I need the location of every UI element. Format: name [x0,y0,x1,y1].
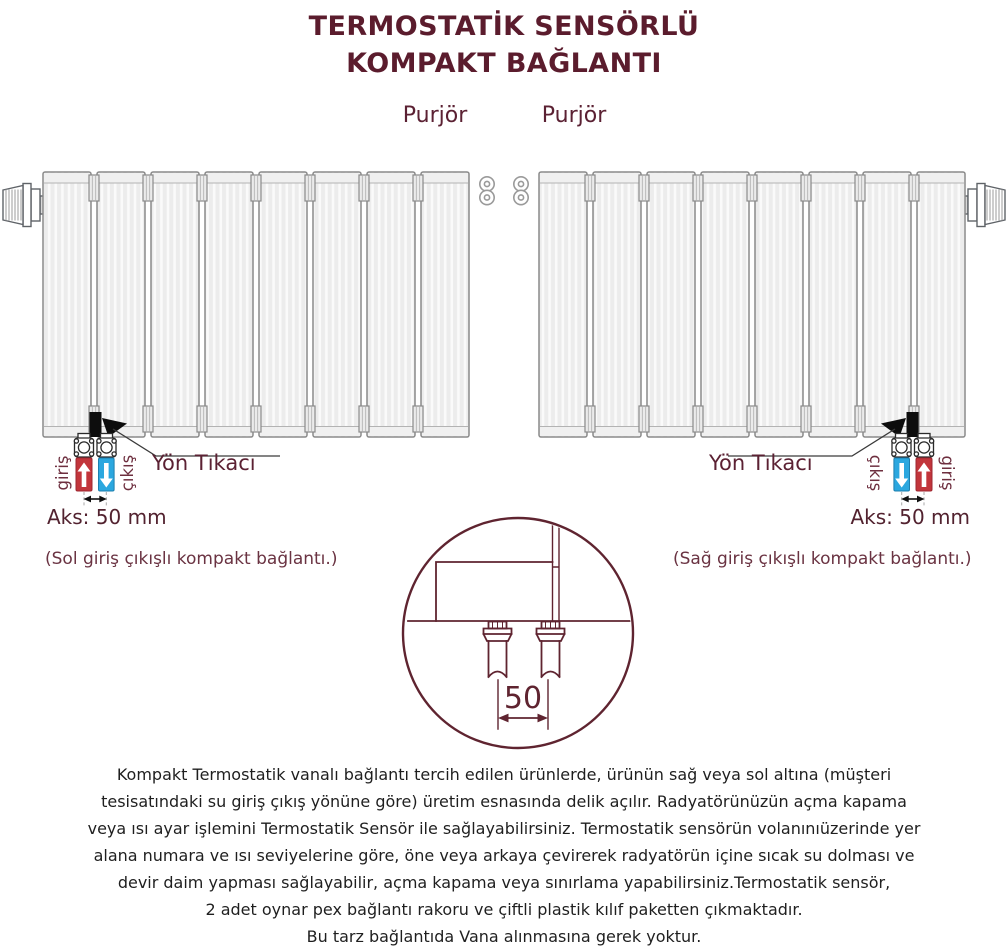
radiator-panel [259,172,307,437]
inlet-flow-arrow [916,458,932,491]
radiator-panel [755,172,803,437]
radiator-panel [151,172,199,437]
radiator-panel [647,172,695,437]
radiator-panel [539,172,587,437]
left-connection-caption: (Sol giriş çıkışlı kompakt bağlantı.) [45,549,338,569]
description-line: veya ısı ayar işlemini Termostatik Sensör ile sağlayabilirsiniz. Termostatik sensörün volanınıüzerinde yer [87,819,921,838]
outlet-flow-arrow [894,458,910,491]
detail-view-graphic [403,518,652,748]
detail-dimension-label: 50 [503,681,543,716]
thermostatic-valve-icon [963,184,1005,227]
radiator-panel [863,172,911,437]
right-axis-dimension-label: Aks: 50 mm [850,505,970,529]
page-title-line1: TERMOSTATİK SENSÖRLÜ [308,11,700,42]
right-direction-plug-label: Yön Tıkacı [709,451,813,475]
radiator-panel [701,172,749,437]
thermostatic-valve-icon [3,184,45,227]
left-purjor-label: Purjör [402,103,468,128]
radiator-panel [367,172,415,437]
right-purjor-label: Purjör [541,103,607,128]
purjor-vent-icon [480,177,494,205]
left-outlet-label: çıkış [117,454,137,492]
radiator-panel [313,172,361,437]
radiator-panel [593,172,641,437]
radiator-panel [421,172,469,437]
right-outlet-label: çıkış [866,454,886,492]
radiator-panel [205,172,253,437]
page-title [0,8,1008,82]
right-connection-caption: (Sağ giriş çıkışlı kompakt bağlantı.) [673,549,972,569]
axis-dimension-arrow [84,492,107,506]
page-title-line2: KOMPAKT BAĞLANTI [346,48,662,79]
axis-dimension-arrow [901,492,924,506]
left-inlet-label: giriş [52,455,72,491]
left-direction-plug-label: Yön Tıkacı [152,451,256,475]
right-inlet-label: giriş [938,455,958,491]
description-line: Kompakt Termostatik vanalı bağlantı tercih edilen ürünlerde, ürünün sağ veya sol altına (müşteri [116,765,892,784]
radiator-panel [809,172,857,437]
description-line: alana numara ve ısı seviyelerine göre, öne veya arkaya çevirerek radyatörün içine sıcak su dolması ve [93,846,915,865]
radiator-panel [917,172,965,437]
inlet-flow-arrow [76,458,92,491]
radiator-panel [43,172,91,437]
description-line: 2 adet oynar pex bağlantı rakoru ve çiftli plastik kılıf paketten çıkmaktadır. [205,900,803,919]
description-line: Bu tarz bağlantıda Vana alınmasına gerek yoktur. [306,927,702,946]
purjor-vent-icon [514,177,528,205]
description-paragraph [0,761,1008,950]
description-line: tesisatındaki su giriş çıkış yönüne göre) üretim esnasında delik açılır. Radyatörünüzün açma kapama [101,792,907,811]
description-line: devir daim yapması sağlayabilir, açma kapama veya sınırlama yapabilirsiniz.Termostatik sensör, [117,873,891,892]
outlet-flow-arrow [99,458,115,491]
left-axis-dimension-label: Aks: 50 mm [47,505,167,529]
radiator-panel [97,172,145,437]
